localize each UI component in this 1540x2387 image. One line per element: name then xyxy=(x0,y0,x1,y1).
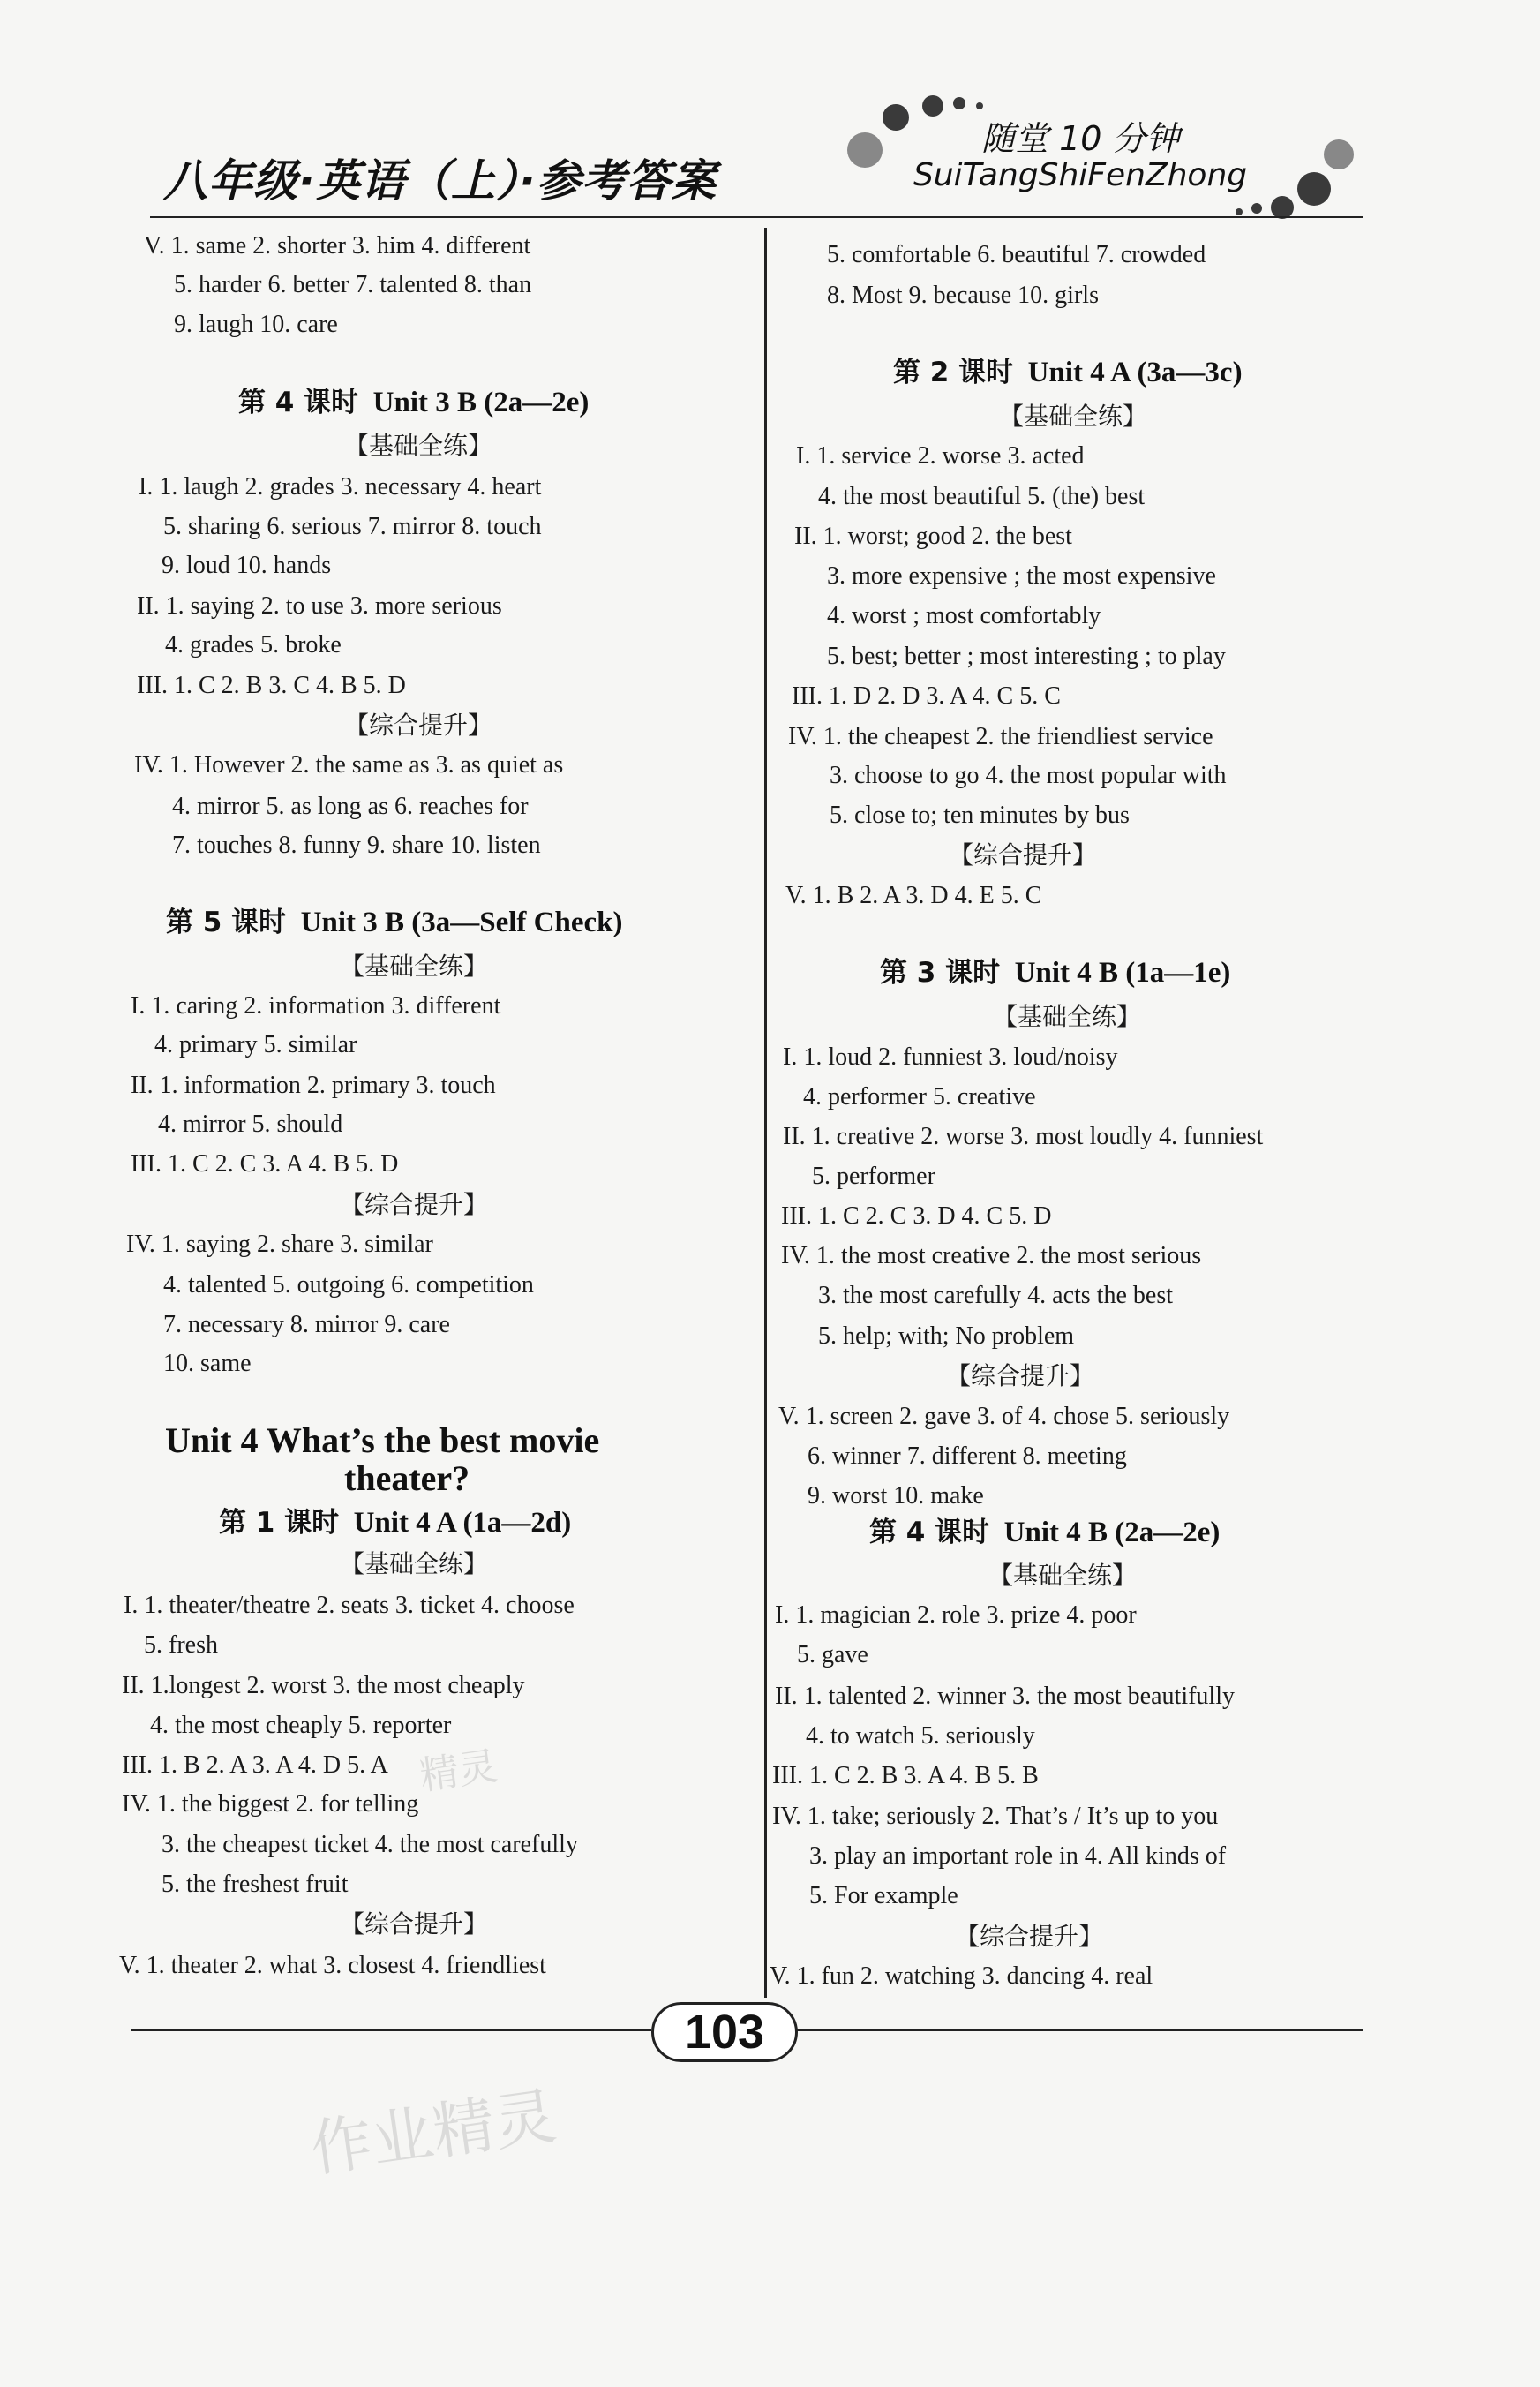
answer-line: II. 1. information 2. primary 3. touch xyxy=(131,1072,496,1099)
answer-line: 10. same xyxy=(163,1350,252,1377)
unit-heading-line2: theater? xyxy=(344,1458,470,1498)
answer-line: II. 1. creative 2. worse 3. most loudly 4. funniest xyxy=(783,1123,1264,1150)
column-divider xyxy=(764,228,767,1998)
section-label-basic: 【基础全练】 xyxy=(340,952,489,981)
answer-line: V. 1. screen 2. gave 3. of 4. chose 5. seriously xyxy=(778,1403,1230,1430)
header-divider xyxy=(150,216,1363,218)
decor-dot xyxy=(1236,208,1243,215)
answer-line: 5. best; better ; most interesting ; to play xyxy=(827,643,1226,670)
answer-line: V. 1. fun 2. watching 3. dancing 4. real xyxy=(770,1962,1153,1990)
answer-line: II. 1. talented 2. winner 3. the most beautifully xyxy=(775,1683,1235,1710)
answer-line: I. 1. laugh 2. grades 3. necessary 4. heart xyxy=(139,473,542,501)
answer-line: IV. 1. the biggest 2. for telling xyxy=(122,1790,419,1818)
brand-pinyin: SuiTangShiFenZhong xyxy=(913,157,1248,193)
decor-dot xyxy=(953,97,965,109)
watermark: 作业精灵 xyxy=(305,2079,561,2187)
section-label-advanced: 【综合提升】 xyxy=(946,1361,1095,1390)
answer-line: 3. the most carefully 4. acts the best xyxy=(818,1282,1173,1309)
answer-line: 7. necessary 8. mirror 9. care xyxy=(163,1311,450,1338)
answer-line: 4. worst ; most comfortably xyxy=(827,602,1101,629)
section-label-basic: 【基础全练】 xyxy=(988,1561,1138,1590)
decor-dot xyxy=(847,132,883,168)
section-label-advanced: 【综合提升】 xyxy=(955,1922,1104,1951)
answer-line: III. 1. B 2. A 3. A 4. D 5. A xyxy=(122,1751,388,1779)
lesson-heading: 第 2 课时 Unit 4 A (3a—3c) xyxy=(893,357,1243,388)
answer-line: IV. 1. However 2. the same as 3. as quiet as xyxy=(134,751,564,779)
answer-line: 5. performer xyxy=(812,1163,935,1190)
answer-line: 5. fresh xyxy=(144,1631,218,1659)
footer-divider xyxy=(131,2029,651,2031)
decor-dot xyxy=(883,104,909,131)
answer-line: 7. touches 8. funny 9. share 10. listen xyxy=(172,832,541,859)
section-label-basic: 【基础全练】 xyxy=(344,431,493,460)
answer-line: V. 1. B 2. A 3. D 4. E 5. C xyxy=(785,882,1042,909)
answer-line: II. 1. worst; good 2. the best xyxy=(794,523,1072,550)
answer-line: III. 1. C 2. B 3. C 4. B 5. D xyxy=(137,672,406,699)
answer-line: 3. play an important role in 4. All kinds of xyxy=(809,1842,1227,1870)
decor-dot xyxy=(976,102,983,109)
section-label-basic: 【基础全练】 xyxy=(993,1002,1142,1031)
section-label-basic: 【基础全练】 xyxy=(340,1549,489,1578)
brand-chinese: 随堂 10 分钟 xyxy=(981,119,1180,158)
section-label-advanced: 【综合提升】 xyxy=(340,1190,489,1219)
answer-line: I. 1. caring 2. information 3. different xyxy=(131,992,501,1020)
answer-line: 3. the cheapest ticket 4. the most carefully xyxy=(162,1831,578,1858)
section-label-basic: 【基础全练】 xyxy=(999,402,1148,431)
answer-line: 5. sharing 6. serious 7. mirror 8. touch xyxy=(163,513,542,540)
answer-line: 5. the freshest fruit xyxy=(162,1871,349,1898)
answer-line: III. 1. C 2. B 3. A 4. B 5. B xyxy=(772,1762,1039,1789)
answer-line: 4. talented 5. outgoing 6. competition xyxy=(163,1271,534,1299)
answer-line: 5. harder 6. better 7. talented 8. than xyxy=(174,271,532,298)
lesson-heading: 第 4 课时 Unit 4 B (2a—2e) xyxy=(869,1517,1221,1548)
answer-line: 5. For example xyxy=(809,1882,958,1909)
decor-dot xyxy=(1297,172,1331,206)
answer-line: 5. help; with; No problem xyxy=(818,1322,1075,1350)
answer-line: 4. mirror 5. should xyxy=(158,1111,343,1138)
answer-line: I. 1. loud 2. funniest 3. loud/noisy xyxy=(783,1043,1118,1071)
answer-line: IV. 1. saying 2. share 3. similar xyxy=(126,1231,433,1258)
section-label-advanced: 【综合提升】 xyxy=(949,840,1098,870)
answer-line: I. 1. service 2. worse 3. acted xyxy=(796,442,1085,470)
answer-line: III. 1. D 2. D 3. A 4. C 5. C xyxy=(792,682,1061,710)
answer-line: IV. 1. take; seriously 2. That’s / It’s up to you xyxy=(772,1803,1219,1830)
watermark: 精灵 xyxy=(417,1743,500,1799)
section-label-advanced: 【综合提升】 xyxy=(340,1909,489,1939)
answer-line: 4. mirror 5. as long as 6. reaches for xyxy=(172,793,529,820)
decor-dot xyxy=(922,95,943,117)
decor-dot xyxy=(1251,203,1262,214)
answer-line: 4. performer 5. creative xyxy=(803,1083,1036,1111)
answer-line: 4. to watch 5. seriously xyxy=(806,1722,1035,1750)
answer-line: III. 1. C 2. C 3. D 4. C 5. D xyxy=(781,1202,1052,1230)
answer-line: 5. close to; ten minutes by bus xyxy=(830,802,1130,829)
answer-line: IV. 1. the cheapest 2. the friendliest service xyxy=(788,723,1213,750)
answer-line: I. 1. theater/theatre 2. seats 3. ticket 4. choose xyxy=(124,1592,575,1619)
answer-line: 6. winner 7. different 8. meeting xyxy=(808,1442,1127,1470)
answer-line: V. 1. theater 2. what 3. closest 4. friendliest xyxy=(119,1952,546,1979)
answer-line: 8. Most 9. because 10. girls xyxy=(827,282,1099,309)
answer-line: 9. worst 10. make xyxy=(808,1482,984,1510)
answer-line: I. 1. magician 2. role 3. prize 4. poor xyxy=(775,1601,1137,1629)
answer-line: II. 1.longest 2. worst 3. the most cheaply xyxy=(122,1672,525,1699)
answer-line: 3. more expensive ; the most expensive xyxy=(827,562,1216,590)
answer-line: 4. grades 5. broke xyxy=(165,631,342,659)
answer-line: 4. the most cheaply 5. reporter xyxy=(150,1712,452,1739)
answer-line: 9. loud 10. hands xyxy=(162,552,332,579)
answer-line: III. 1. C 2. C 3. A 4. B 5. D xyxy=(131,1150,399,1178)
answer-line: 4. the most beautiful 5. (the) best xyxy=(818,483,1146,510)
page-title: 八年级·英语（上）·参考答案 xyxy=(163,155,717,207)
lesson-heading: 第 4 课时 Unit 3 B (2a—2e) xyxy=(238,387,590,418)
answer-line: 3. choose to go 4. the most popular with xyxy=(830,762,1227,789)
lesson-heading: 第 3 课时 Unit 4 B (1a—1e) xyxy=(880,957,1231,989)
page-number: 103 xyxy=(651,2002,798,2062)
unit-heading-line1: Unit 4 What’s the best movie xyxy=(165,1420,600,1460)
answer-line: II. 1. saying 2. to use 3. more serious xyxy=(137,592,502,620)
answer-line: 5. comfortable 6. beautiful 7. crowded xyxy=(827,241,1206,268)
lesson-heading: 第 1 课时 Unit 4 A (1a—2d) xyxy=(219,1507,572,1539)
lesson-heading: 第 5 课时 Unit 3 B (3a—Self Check) xyxy=(166,907,623,938)
section-label-advanced: 【综合提升】 xyxy=(344,711,493,740)
answer-line: IV. 1. the most creative 2. the most serious xyxy=(781,1242,1202,1269)
footer-divider xyxy=(794,2029,1363,2031)
decor-dot xyxy=(1324,139,1354,169)
answer-line: 5. gave xyxy=(797,1641,868,1668)
answer-line: 4. primary 5. similar xyxy=(154,1031,357,1058)
answer-line: 9. laugh 10. care xyxy=(174,311,338,338)
answer-line: V. 1. same 2. shorter 3. him 4. different xyxy=(144,232,531,260)
